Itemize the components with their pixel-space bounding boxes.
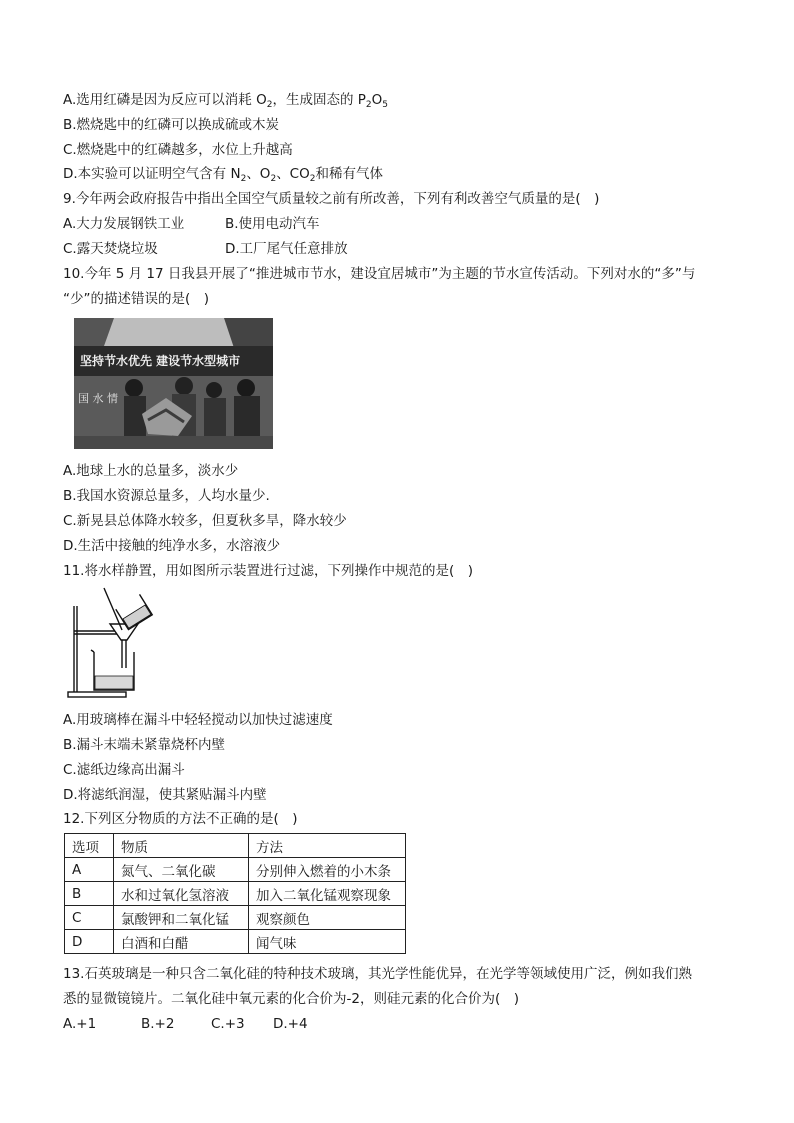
q8-option-c: C.燃烧匙中的红磷越多，水位上升越高: [63, 142, 293, 158]
cell-substance: 氮气、二氧化碳: [114, 858, 249, 882]
cell-method: 加入二氧化锰观察现象: [249, 882, 406, 906]
q10-stem-line2: “少”的描述错误的是( ): [63, 291, 210, 307]
photo-banner-text: 坚持节水优先 建设节水型城市: [80, 354, 241, 368]
cell-method: 闻气味: [249, 930, 406, 954]
table-row: [65, 882, 406, 906]
q11-option-a: A.用玻璃棒在漏斗中轻轻搅动以加快过滤速度: [63, 712, 333, 728]
cell-method: 观察颜色: [249, 906, 406, 930]
q13-option-c: C.+3: [211, 1016, 245, 1032]
table-row: [65, 930, 406, 954]
q11-option-c: C.滤纸边缘高出漏斗: [63, 762, 185, 778]
cell-substance: 水和过氧化氢溶液: [114, 882, 249, 906]
cell-option: B: [65, 882, 114, 906]
q13-option-b: B.+2: [141, 1016, 175, 1032]
q13-stem-line2: 悉的显微镜镜片。二氧化硅中氧元素的化合价为-2，则硅元素的化合价为( ): [63, 991, 519, 1007]
q13-option-d: D.+4: [273, 1016, 308, 1032]
header-option: 选项: [65, 834, 114, 858]
cell-substance: 氯酸钾和二氧化锰: [114, 906, 249, 930]
q9-option-c: C.露天焚烧垃圾: [63, 241, 158, 257]
q8-option-a: A.选用红磷是因为反应可以消耗 $O_2$，生成固态的 $P_2O_5$: [63, 92, 388, 110]
water-campaign-photo-graphic: [74, 318, 273, 449]
q9-option-b: B.使用电动汽车: [225, 216, 320, 232]
photo-banner-lower-text: 国 水 情: [78, 392, 118, 405]
q10-option-b: B.我国水资源总量多，人均水量少.: [63, 488, 270, 504]
header-method: 方法: [249, 834, 406, 858]
q10-option-c: C.新晃县总体降水较多，但夏秋多旱，降水较少: [63, 513, 347, 529]
filtration-apparatus-diagram: [64, 586, 160, 702]
q8-option-b: B.燃烧匙中的红磷可以换成硫或木炭: [63, 117, 280, 133]
q11-option-d: D.将滤纸润湿，使其紧贴漏斗内壁: [63, 787, 267, 803]
cell-option: C: [65, 906, 114, 930]
q11-stem: 11.将水样静置，用如图所示装置进行过滤，下列操作中规范的是( ): [63, 563, 474, 579]
q10-option-a: A.地球上水的总量多，淡水少: [63, 463, 239, 479]
q11-option-b: B.漏斗末端未紧靠烧杯内壁: [63, 737, 226, 753]
cell-method: 分别伸入燃着的小木条: [249, 858, 406, 882]
q13-option-a: A.+1: [63, 1016, 97, 1032]
cell-option: A: [65, 858, 114, 882]
q10-stem-line1: 10.今年 5 月 17 日我县开展了“推进城市节水，建设宜居城市”为主题的节水宣传活动。下列对水的“多”与: [63, 266, 696, 282]
header-substance: 物质: [114, 834, 249, 858]
table-header-row: [65, 834, 406, 858]
cell-option: D: [65, 930, 114, 954]
q9-option-a: A.大力发展钢铁工业: [63, 216, 185, 232]
q13-stem-line1: 13.石英玻璃是一种只含二氧化硅的特种技术玻璃，其光学性能优异，在光学等领域使用广泛，例如我们熟: [63, 966, 692, 982]
table-row: [65, 906, 406, 930]
q9-stem: 9.今年两会政府报告中指出全国空气质量较之前有所改善，下列有利改善空气质量的是( ): [63, 191, 600, 207]
table-row: [65, 858, 406, 882]
cell-substance: 白酒和白醋: [114, 930, 249, 954]
q12-options-table: [64, 833, 406, 954]
q8-option-d: D.本实验可以证明空气含有 $N_2$、$O_2$、$CO_2$和稀有气体: [63, 166, 383, 184]
q12-stem: 12.下列区分物质的方法不正确的是( ): [63, 811, 298, 827]
water-campaign-photo: [74, 318, 273, 449]
q10-option-d: D.生活中接触的纯净水多，水溶液少: [63, 538, 281, 554]
q9-option-d: D.工厂尾气任意排放: [225, 241, 348, 257]
